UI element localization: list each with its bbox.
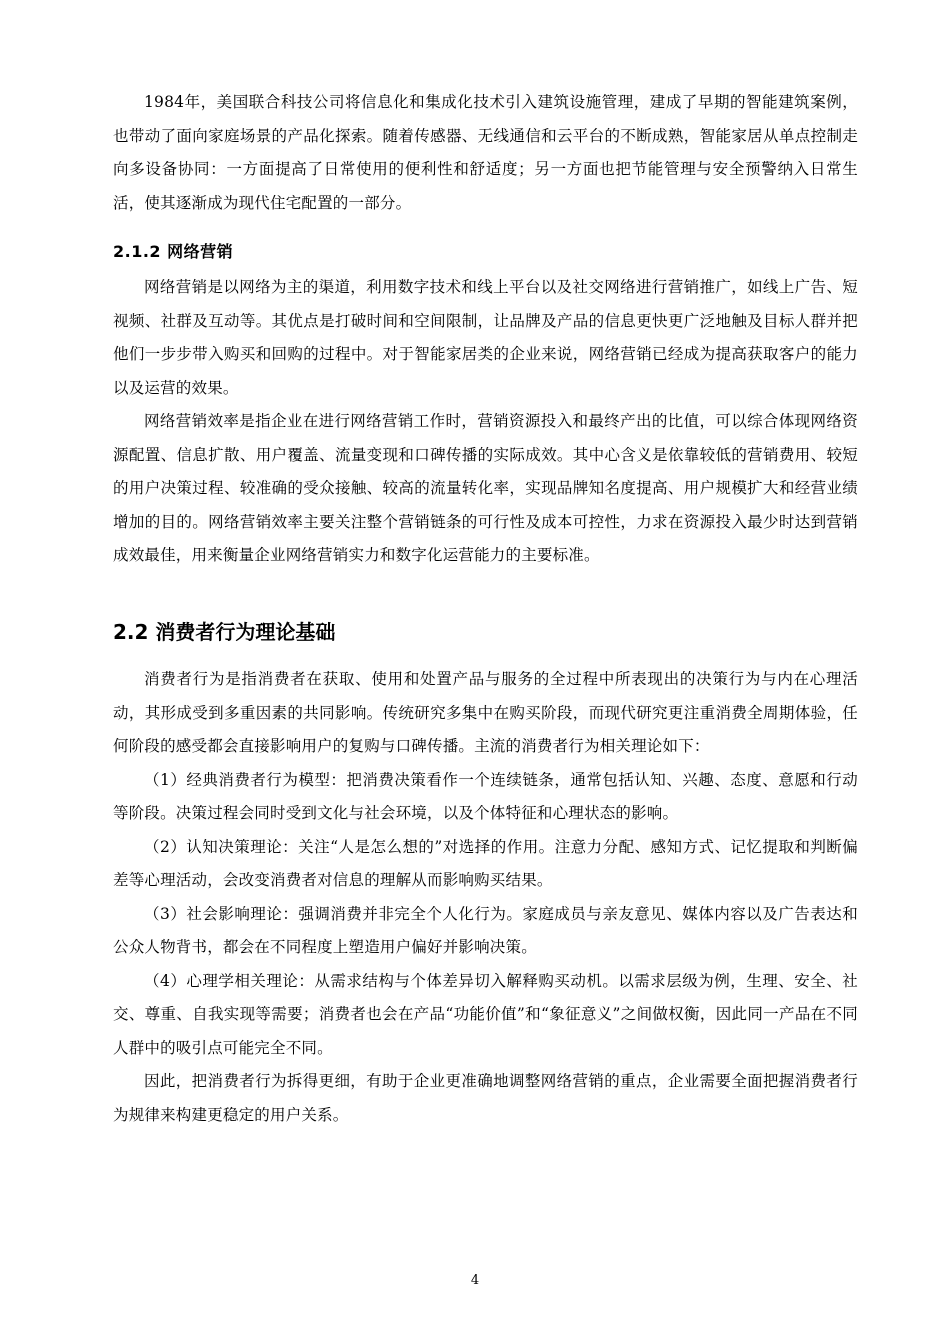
section-2-1-2-heading-block [113, 238, 858, 266]
section-2-1-2-body [113, 271, 858, 573]
subsection-heading: 2.1.2 网络营销 [113, 242, 234, 261]
theory-item-4: （4）心理学相关理论：从需求结构与个体差异切入解释购买动机。以需求层级为例，生理、安全、社交、尊重、自我实现等需要；消费者也会在产品“功能价值”和“象征意义”之间做权衡，因此同一产品在不同人群中的吸引点可能完全不同。 [113, 971, 858, 1057]
intro-paragraph: 1984年，美国联合科技公司将信息化和集成化技术引入建筑设施管理，建成了早期的智能建筑案例，也带动了面向家庭场景的产品化探索。随着传感器、无线通信和云平台的不断成熟，智能家居从单点控制走向多设备协同：一方面提高了日常使用的便利性和舒适度；另一方面也把节能管理与安全预警纳入日常生活，使其逐渐成为现代住宅配置的一部分。 [113, 93, 858, 212]
theory-item-3: （3）社会影响理论：强调消费并非完全个人化行为。家庭成员与亲友意见、媒体内容以及广告表达和公众人物背书，都会在不同程度上塑造用户偏好并影响决策。 [113, 904, 858, 956]
theory-item-1: （1）经典消费者行为模型：把消费决策看作一个连续链条，通常包括认知、兴趣、态度、意愿和行动等阶段。决策过程会同时受到文化与社会环境，以及个体特征和心理状态的影响。 [113, 770, 858, 822]
theory-item-2: （2）认知决策理论：关注“人是怎么想的”对选择的作用。注意力分配、感知方式、记忆提取和判断偏差等心理活动，会改变消费者对信息的理解从而影响购买结果。 [113, 837, 858, 889]
section-2-2-body [113, 663, 858, 1132]
section-heading: 2.2 消费者行为理论基础 [113, 620, 336, 644]
consumer-behavior-paragraph: 消费者行为是指消费者在获取、使用和处置产品与服务的全过程中所表现出的决策行为与内在心理活动，其形成受到多重因素的共同影响。传统研究多集中在购买阶段，而现代研究更注重消费全周期体验，任何阶段的感受都会直接影响用户的复购与口碑传播。主流的消费者行为相关理论如下： [113, 670, 858, 755]
marketing-efficiency-paragraph: 网络营销效率是指企业在进行网络营销工作时，营销资源投入和最终产出的比值，可以综合体现网络资源配置、信息扩散、用户覆盖、流量变现和口碑传播的实际成效。其中心含义是依靠较低的营销费用、较短的用户决策过程、较准确的受众接触、较高的流量转化率，实现品牌知名度提高、用户规模扩大和经营业绩增加的目的。网络营销效率主要关注整个营销链条的可行性及成本可控性，力求在资源投入最少时达到营销成效最佳，用来衡量企业网络营销实力和数字化运营能力的主要标准。 [113, 412, 858, 564]
conclusion-paragraph: 因此，把消费者行为拆得更细，有助于企业更准确地调整网络营销的重点，企业需要全面把握消费者行为规律来构建更稳定的用户关系。 [113, 1072, 858, 1124]
network-marketing-paragraph: 网络营销是以网络为主的渠道，利用数字技术和线上平台以及社交网络进行营销推广，如线上广告、短视频、社群及互动等。其优点是打破时间和空间限制，让品牌及产品的信息更快更广泛地触及目标人群并把他们一步步带入购买和回购的过程中。对于智能家居类的企业来说，网络营销已经成为提高获取客户的能力以及运营的效果。 [113, 278, 858, 397]
section-2-2-heading-block [113, 617, 858, 647]
page-number: 4 [470, 1273, 480, 1288]
intro-block [113, 86, 858, 220]
